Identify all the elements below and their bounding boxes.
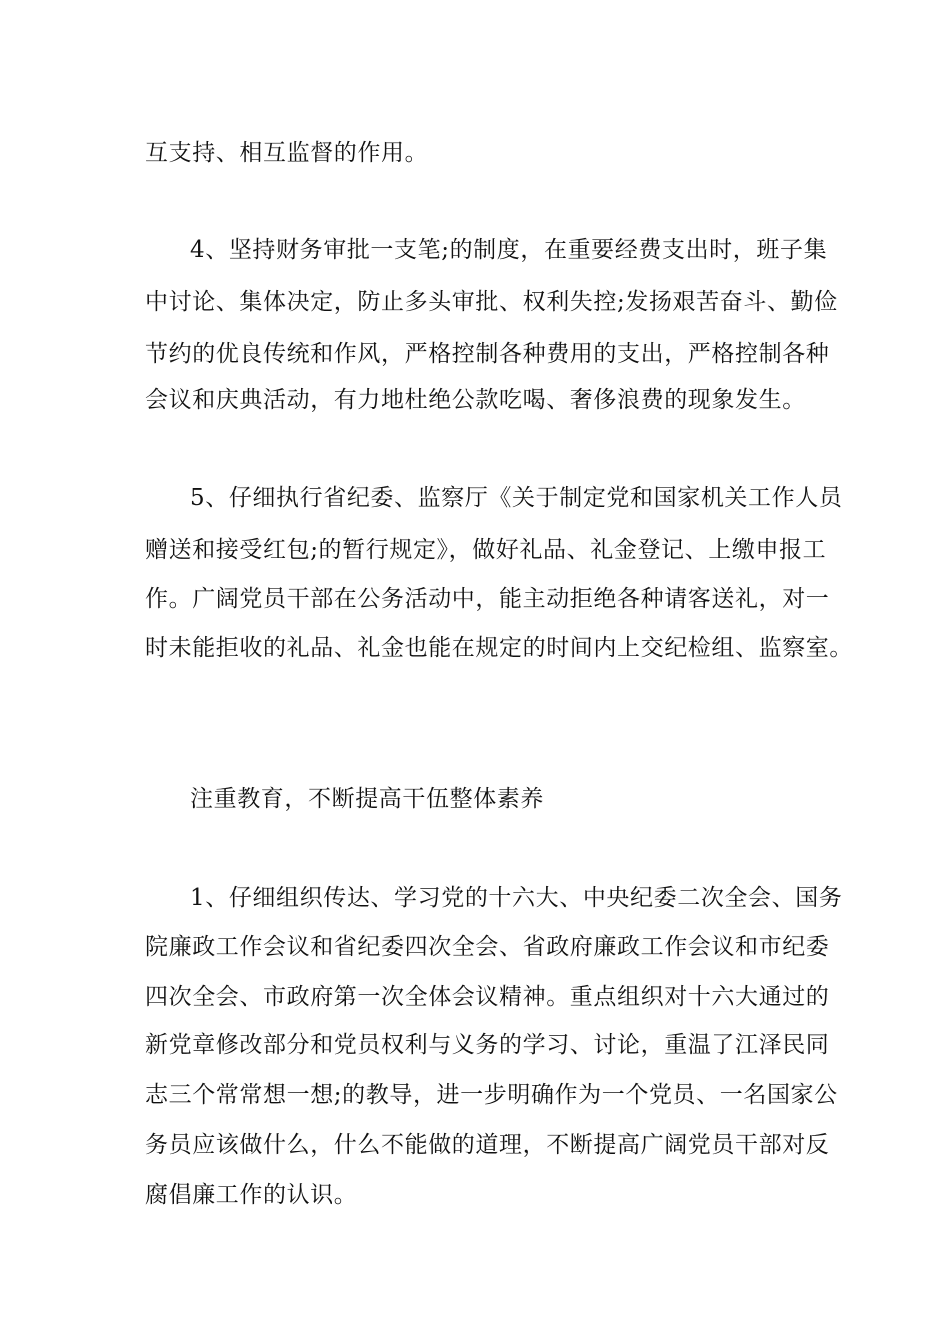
paragraph-line: 会议和庆典活动，有力地杜绝公款吃喝、奢侈浪费的现象发生。: [145, 387, 806, 413]
section-heading: 注重教育，不断提高干伍整体素养: [190, 786, 544, 812]
paragraph-line: 院廉政工作会议和省纪委四次全会、省政府廉政工作会议和市纪委: [145, 934, 830, 960]
paragraph-line: 赠送和接受红包;的暂行规定》，做好礼品、礼金登记、上缴申报工: [145, 537, 827, 563]
paragraph-line: 作。广阔党员干部在公务活动中，能主动拒绝各种请客送礼，对一: [145, 586, 830, 612]
paragraph-line: 四次全会、市政府第一次全体会议精神。重点组织对十六大通过的: [145, 984, 830, 1010]
paragraph-line: 时未能拒收的礼品、礼金也能在规定的时间内上交纪检组、监察室。: [145, 635, 853, 661]
paragraph-line: 新党章修改部分和党员权利与义务的学习、讨论，重温了江泽民同: [145, 1032, 830, 1058]
paragraph-line: 腐倡廉工作的认识。: [145, 1182, 358, 1208]
paragraph-line: 1、仔细组织传达、学习党的十六大、中央纪委二次全会、国务: [190, 885, 843, 911]
paragraph-line: 中讨论、集体决定，防止多头审批、权利失控;发扬艰苦奋斗、勤俭: [145, 289, 838, 315]
paragraph-line: 志三个常常想一想;的教导，进一步明确作为一个党员、一名国家公: [145, 1082, 838, 1108]
paragraph-line: 互支持、相互监督的作用。: [145, 140, 429, 166]
paragraph-line: 务员应该做什么，什么不能做的道理，不断提高广阔党员干部对反: [145, 1132, 830, 1158]
paragraph-line: 4、坚持财务审批一支笔;的制度，在重要经费支出时，班子集: [190, 237, 828, 263]
paragraph-line: 节约的优良传统和作风，严格控制各种费用的支出，严格控制各种: [145, 341, 830, 367]
paragraph-line: 5、仔细执行省纪委、监察厅《关于制定党和国家机关工作人员: [190, 485, 843, 511]
